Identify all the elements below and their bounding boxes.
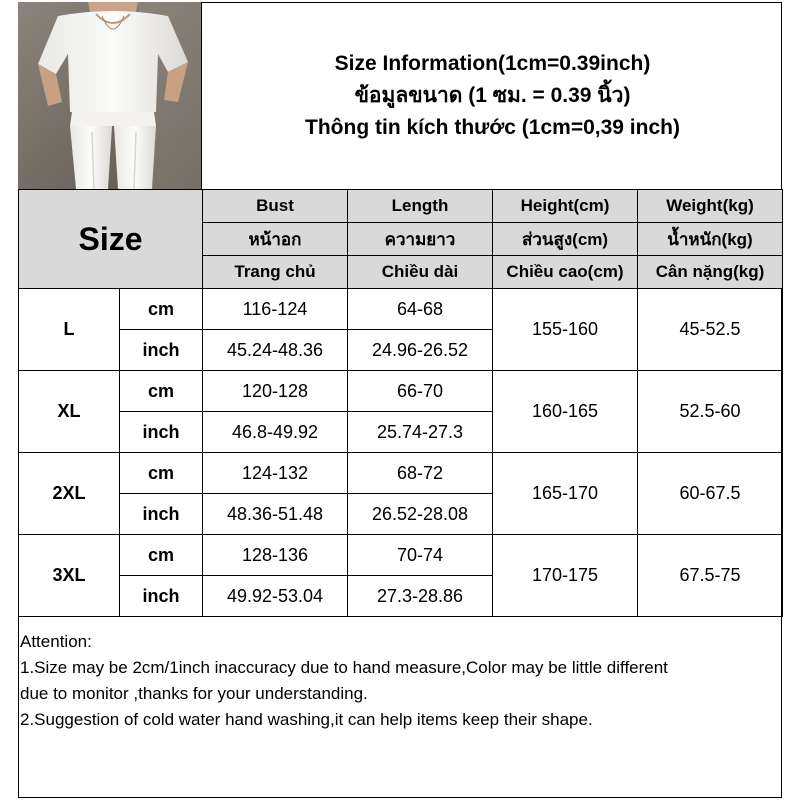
unit-inch-label: inch bbox=[120, 330, 203, 371]
unit-inch-label: inch bbox=[120, 576, 203, 617]
bust-cm-cell: 128-136 bbox=[203, 535, 348, 576]
table-row bbox=[19, 453, 783, 494]
size-table bbox=[18, 189, 783, 617]
size-info-header bbox=[203, 2, 782, 189]
header-title-en: Size Information(1cm=0.39inch) bbox=[334, 51, 651, 75]
bust-inch-cell: 49.92-53.04 bbox=[203, 576, 348, 617]
bust-cm-cell: 124-132 bbox=[203, 453, 348, 494]
bust-inch-cell: 48.36-51.48 bbox=[203, 494, 348, 535]
col-header-weight-vi: Cân nặng(kg) bbox=[638, 256, 783, 289]
weight-cell: 52.5-60 bbox=[638, 371, 783, 453]
attention-note-2: 2.Suggestion of cold water hand washing,it can help items keep their shape. bbox=[20, 710, 593, 729]
height-cell: 165-170 bbox=[493, 453, 638, 535]
height-cell: 170-175 bbox=[493, 535, 638, 617]
header-row-en bbox=[19, 190, 783, 223]
col-header-length: Length bbox=[348, 190, 493, 223]
weight-cell: 67.5-75 bbox=[638, 535, 783, 617]
size-label: XL bbox=[19, 371, 120, 453]
size-label: L bbox=[19, 289, 120, 371]
height-cell: 155-160 bbox=[493, 289, 638, 371]
attention-notes bbox=[20, 629, 780, 733]
model-image bbox=[18, 2, 202, 189]
weight-cell: 60-67.5 bbox=[638, 453, 783, 535]
col-header-height-th: ส่วนสูง(cm) bbox=[493, 223, 638, 256]
col-header-height: Height(cm) bbox=[493, 190, 638, 223]
col-header-weight-th: น้ำหนัก(kg) bbox=[638, 223, 783, 256]
col-header-bust-th: หน้าอก bbox=[203, 223, 348, 256]
col-header-length-th: ความยาว bbox=[348, 223, 493, 256]
col-header-height-vi: Chiều cao(cm) bbox=[493, 256, 638, 289]
length-inch-cell: 25.74-27.3 bbox=[348, 412, 493, 453]
col-header-weight: Weight(kg) bbox=[638, 190, 783, 223]
unit-cm-label: cm bbox=[120, 289, 203, 330]
attention-note-1b: due to monitor ,thanks for your understanding. bbox=[20, 684, 368, 703]
height-cell: 160-165 bbox=[493, 371, 638, 453]
attention-note-1a: 1.Size may be 2cm/1inch inaccuracy due to hand measure,Color may be little different bbox=[20, 658, 668, 677]
length-cm-cell: 68-72 bbox=[348, 453, 493, 494]
weight-cell: 45-52.5 bbox=[638, 289, 783, 371]
unit-cm-label: cm bbox=[120, 453, 203, 494]
product-photo bbox=[18, 2, 202, 189]
attention-title: Attention: bbox=[20, 632, 92, 651]
length-inch-cell: 27.3-28.86 bbox=[348, 576, 493, 617]
col-header-length-vi: Chiều dài bbox=[348, 256, 493, 289]
table-row bbox=[19, 371, 783, 412]
table-row bbox=[19, 535, 783, 576]
size-header-cell: Size bbox=[19, 190, 203, 289]
col-header-bust: Bust bbox=[203, 190, 348, 223]
length-inch-cell: 24.96-26.52 bbox=[348, 330, 493, 371]
length-cm-cell: 64-68 bbox=[348, 289, 493, 330]
unit-inch-label: inch bbox=[120, 494, 203, 535]
size-label: 2XL bbox=[19, 453, 120, 535]
col-header-bust-vi: Trang chủ bbox=[203, 256, 348, 289]
unit-cm-label: cm bbox=[120, 371, 203, 412]
table-row bbox=[19, 289, 783, 330]
length-inch-cell: 26.52-28.08 bbox=[348, 494, 493, 535]
header-title-vi: Thông tin kích thước (1cm=0,39 inch) bbox=[305, 115, 680, 139]
bust-inch-cell: 46.8-49.92 bbox=[203, 412, 348, 453]
size-label: 3XL bbox=[19, 535, 120, 617]
bust-cm-cell: 116-124 bbox=[203, 289, 348, 330]
unit-inch-label: inch bbox=[120, 412, 203, 453]
bust-inch-cell: 45.24-48.36 bbox=[203, 330, 348, 371]
unit-cm-label: cm bbox=[120, 535, 203, 576]
length-cm-cell: 70-74 bbox=[348, 535, 493, 576]
bust-cm-cell: 120-128 bbox=[203, 371, 348, 412]
length-cm-cell: 66-70 bbox=[348, 371, 493, 412]
header-title-th: ข้อมูลขนาด (1 ซม. = 0.39 นิ้ว) bbox=[354, 83, 631, 107]
